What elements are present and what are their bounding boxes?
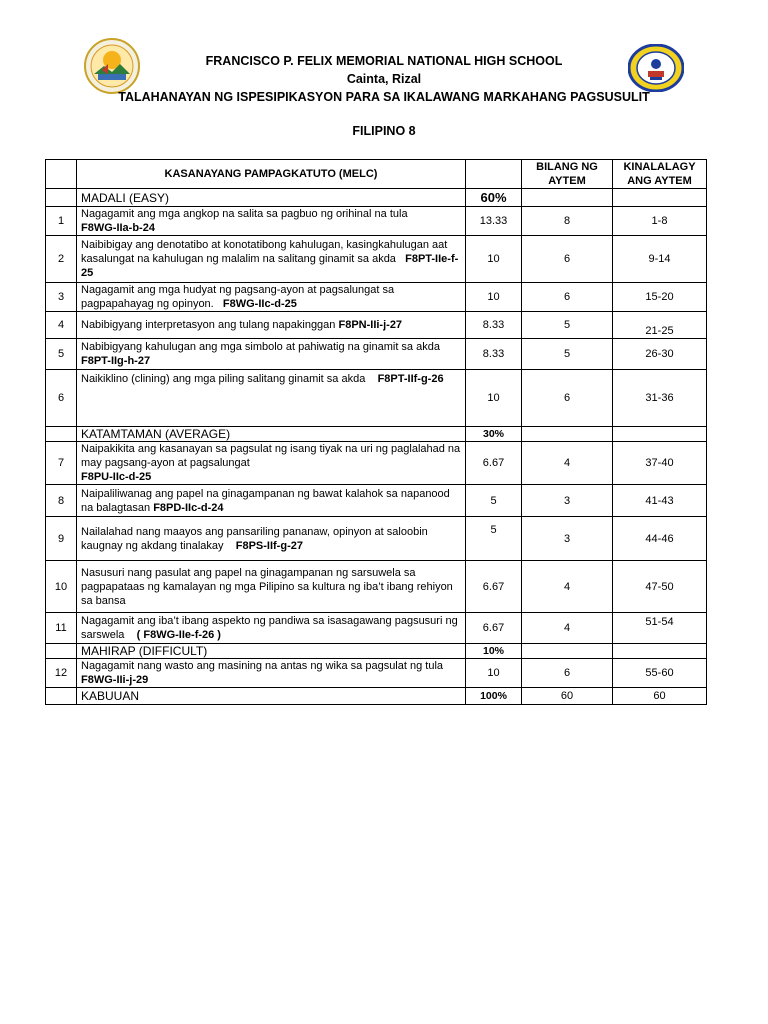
item-count-cell: 3 xyxy=(522,485,613,517)
item-placement-cell: 51-54 xyxy=(613,613,707,644)
table-row xyxy=(46,517,707,561)
specification-table xyxy=(45,159,707,705)
competency-code: F8PD-IIc-d-24 xyxy=(153,501,224,514)
row-number: 7 xyxy=(46,442,77,485)
table-row xyxy=(46,339,707,370)
percent-cell: 6.67 xyxy=(466,613,522,644)
item-count-cell: 6 xyxy=(522,236,613,283)
item-placement-cell: 21-25 xyxy=(613,312,707,339)
percent-cell: 10 xyxy=(466,283,522,312)
competency-text: Naipaliliwanag ang papel na ginagampanan ng bawat kalahok sa napanood na balagtasan xyxy=(81,487,450,514)
percent-cell: 8.33 xyxy=(466,339,522,370)
category-label: KATAMTAMAN (AVERAGE) xyxy=(77,427,466,442)
item-placement-cell: 47-50 xyxy=(613,561,707,613)
table-row xyxy=(46,561,707,613)
competency-cell xyxy=(77,485,466,517)
header-number-cell xyxy=(46,160,77,189)
table-row xyxy=(46,442,707,485)
competency-text: Nabibigyang kahulugan ang mga simbolo at pahiwatig na ginamit sa akda xyxy=(81,341,440,353)
school-name: FRANCISCO P. FELIX MEMORIAL NATIONAL HIGH SCHOOL xyxy=(205,54,563,68)
row-number: 8 xyxy=(46,485,77,517)
category-percent: 10% xyxy=(466,644,522,659)
total-placement: 60 xyxy=(613,688,707,705)
competency-cell xyxy=(77,312,466,339)
row-number: 4 xyxy=(46,312,77,339)
total-percent: 100% xyxy=(466,688,522,705)
competency-code: F8PS-IIf-g-27 xyxy=(235,539,303,552)
percent-cell: 10 xyxy=(466,236,522,283)
competency-cell xyxy=(77,613,466,644)
header-item-count: BILANG NG AYTEM xyxy=(522,160,613,189)
percent-cell: 5 xyxy=(466,485,522,517)
item-placement-cell: 26-30 xyxy=(613,339,707,370)
total-row xyxy=(46,688,707,705)
competency-text: Naipakikita ang kasanayan sa pagsulat ng isang tiyak na uri ng paglalahad na may pagsang-ayon at pagsalungat xyxy=(81,443,461,469)
item-count-cell: 4 xyxy=(522,613,613,644)
row-number: 6 xyxy=(46,370,77,427)
competency-cell xyxy=(77,442,466,485)
competency-code: F8WG-IIi-j-29 xyxy=(81,674,149,686)
competency-cell xyxy=(77,370,466,427)
competency-text: Naibibigay ang denotatibo at konotatibong kahulugan, kasingkahulugan aat kasalungat na kahulugan ng malalim na salitang ginamit sa akda xyxy=(81,239,448,265)
item-count-cell: 5 xyxy=(522,339,613,370)
table-row xyxy=(46,236,707,283)
row-number: 3 xyxy=(46,283,77,312)
row-number: 1 xyxy=(46,207,77,236)
percent-cell: 13.33 xyxy=(466,207,522,236)
competency-text: Nagagamit ang mga angkop na salita sa pagbuo ng orihinal na tula xyxy=(81,208,408,220)
row-number: 12 xyxy=(46,659,77,688)
item-count-cell: 4 xyxy=(522,561,613,613)
percent-cell: 5 xyxy=(466,517,522,561)
item-count-cell: 3 xyxy=(522,517,613,561)
percent-cell: 10 xyxy=(466,370,522,427)
category-percent: 60% xyxy=(466,189,522,207)
competency-code: F8PN-IIi-j-27 xyxy=(338,319,403,331)
document-title: TALAHANAYAN NG ISPESIPIKASYON PARA SA IKALAWANG MARKAHANG PAGSUSULIT xyxy=(118,90,650,104)
row-number: 2 xyxy=(46,236,77,283)
table-row xyxy=(46,283,707,312)
header-competency: KASANAYANG PAMPAGKATUTO (MELC) xyxy=(77,160,466,189)
competency-cell xyxy=(77,659,466,688)
item-placement-cell: 37-40 xyxy=(613,442,707,485)
competency-cell xyxy=(77,517,466,561)
table-row xyxy=(46,370,707,427)
table-row xyxy=(46,207,707,236)
item-placement-cell: 44-46 xyxy=(613,517,707,561)
table-row xyxy=(46,485,707,517)
competency-text: Nasusuri nang pasulat ang papel na ginagampanan ng sarsuwela sa pagpapataas ng kamalayan ng mga Pilipino sa kultura ng iba’t ibang rehiyon sa bansa xyxy=(81,566,453,607)
item-placement-cell: 1-8 xyxy=(613,207,707,236)
table-row xyxy=(46,659,707,688)
competency-code: F8PT-IIf-g-26 xyxy=(377,373,444,385)
school-location: Cainta, Rizal xyxy=(346,72,422,86)
item-placement-cell: 31-36 xyxy=(613,370,707,427)
item-placement-cell: 41-43 xyxy=(613,485,707,517)
percent-cell: 8.33 xyxy=(466,312,522,339)
competency-text: Nagagamit nang wasto ang masining na antas ng wika sa pagsulat ng tula xyxy=(81,660,444,672)
item-count-cell: 4 xyxy=(522,442,613,485)
item-count-cell: 5 xyxy=(522,312,613,339)
subject-title: FILIPINO 8 xyxy=(352,124,416,138)
header-item-placement: KINALALAGY ANG AYTEM xyxy=(613,160,707,189)
row-number: 11 xyxy=(46,613,77,644)
category-row-average xyxy=(46,427,707,442)
competency-cell xyxy=(77,236,466,283)
competency-code: F8PT-IIe-f-25 xyxy=(81,253,459,279)
item-count-cell: 6 xyxy=(522,659,613,688)
table-row xyxy=(46,613,707,644)
header-percent-cell xyxy=(466,160,522,189)
percent-cell: 6.67 xyxy=(466,442,522,485)
item-count-cell: 6 xyxy=(522,283,613,312)
competency-cell xyxy=(77,561,466,613)
competency-cell xyxy=(77,283,466,312)
competency-code: ( F8WG-IIe-f-26 ) xyxy=(136,629,221,641)
percent-cell: 6.67 xyxy=(466,561,522,613)
category-label: MADALI (EASY) xyxy=(77,189,466,207)
total-label: KABUUAN xyxy=(77,688,466,705)
item-placement-cell: 15-20 xyxy=(613,283,707,312)
table-row xyxy=(46,312,707,339)
item-count-cell: 6 xyxy=(522,370,613,427)
category-percent: 30% xyxy=(466,427,522,442)
row-number: 10 xyxy=(46,561,77,613)
competency-code: F8WG-IIc-d-25 xyxy=(222,298,297,310)
competency-text: Nagagamit ang iba’t ibang aspekto ng pandiwa sa isasagawang pagsusuri ng sarswela xyxy=(81,615,458,641)
competency-code: F8PU-IIc-d-25 xyxy=(81,471,152,483)
competency-cell xyxy=(77,339,466,370)
competency-code: F8PT-IIg-h-27 xyxy=(81,355,151,367)
competency-cell xyxy=(77,207,466,236)
competency-text: Naikiklino (clining) ang mga piling salitang ginamit sa akda xyxy=(81,373,366,385)
item-count-cell: 8 xyxy=(522,207,613,236)
row-number: 9 xyxy=(46,517,77,561)
item-placement-cell: 9-14 xyxy=(613,236,707,283)
competency-code: F8WG-IIa-b-24 xyxy=(81,222,155,234)
row-number: 5 xyxy=(46,339,77,370)
category-label: MAHIRAP (DIFFICULT) xyxy=(77,644,466,659)
item-placement-cell: 55-60 xyxy=(613,659,707,688)
percent-cell: 10 xyxy=(466,659,522,688)
competency-text: Nabibigyang interpretasyon ang tulang napakinggan xyxy=(81,319,336,331)
table-header-row xyxy=(46,160,707,189)
category-row-difficult xyxy=(46,644,707,659)
category-row-easy xyxy=(46,189,707,207)
competency-text: Nagagamit ang mga hudyat ng pagsang-ayon at pagsalungat sa pagpapahayag ng opinyon. xyxy=(81,284,395,310)
total-items: 60 xyxy=(522,688,613,705)
competency-text: Nailalahad nang maayos ang pansariling pananaw, opinyon at saloobin kaugnay ng akdang tinalakay xyxy=(81,525,428,552)
